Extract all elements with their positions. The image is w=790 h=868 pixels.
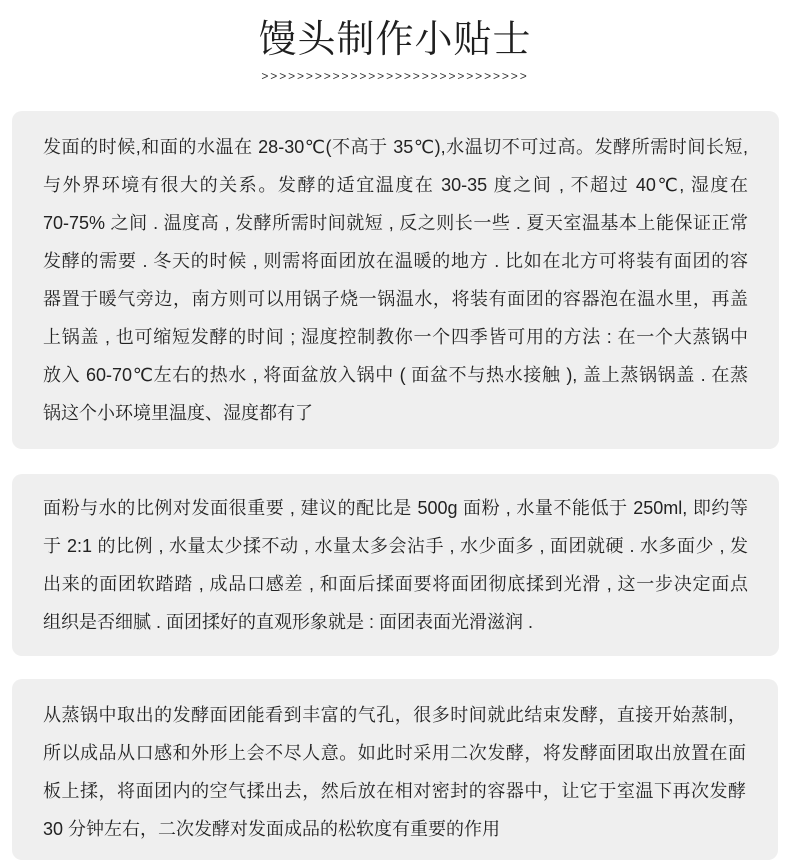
tip-line: 70-75% 之间 . 温度高 , 发酵所需时间就短 , 反之则长一些 . 夏天室温基本上能保证正常 xyxy=(43,213,748,233)
tip-line: 30 分钟左右，二次发酵对发面成品的松软度有重要的作用 xyxy=(43,819,501,839)
tip-line: 组织是否细腻 . 面团揉好的直观形象就是 : 面团表面光滑滋润 . xyxy=(43,612,534,632)
tip-line: 放入 60-70℃左右的热水 , 将面盆放入锅中 ( 面盆不与热水接触 ), 盖上蒸锅锅盖 . 在蒸 xyxy=(43,365,748,385)
tip-line: 发面的时候,和面的水温在 28-30℃(不高于 35℃),水温切不可过高。发酵所需时间长短, xyxy=(43,137,748,157)
page-title: 馒头制作小贴士 xyxy=(258,19,532,61)
tip-line: 板上揉，将面团内的空气揉出去，然后放在相对密封的容器中，让它于室温下再次发酵 xyxy=(43,781,746,801)
tip-line: 发酵的需要 . 冬天的时候 , 则需将面团放在温暖的地方 . 比如在北方可将装有面团的容 xyxy=(43,251,748,271)
tip-line: 出来的面团软踏踏 , 成品口感差 , 和面后揉面要将面团彻底揉到光滑 , 这一步决定面点 xyxy=(43,574,748,594)
tip-line: 与外界环境有很大的关系。发酵的适宜温度在 30-35 度之间 , 不超过 40℃, 湿度在 xyxy=(43,175,748,195)
tip-card-fermentation-temperature xyxy=(12,111,779,449)
tip-line: 器置于暖气旁边，南方则可以用锅子烧一锅温水，将装有面团的容器泡在温水里，再盖 xyxy=(43,289,748,309)
tip-line: 锅这个小环境里温度、湿度都有了 xyxy=(43,403,313,423)
tip-line: 面粉与水的比例对发面很重要 , 建议的配比是 500g 面粉 , 水量不能低于 250ml, 即约等 xyxy=(43,498,748,518)
tip-line: 从蒸锅中取出的发酵面团能看到丰富的气孔，很多时间就此结束发酵，直接开始蒸制， xyxy=(43,705,746,725)
title-divider: >>>>>>>>>>>>>>>>>>>>>>>>>>>>>> xyxy=(261,69,529,83)
tip-card-flour-water-ratio xyxy=(12,474,779,656)
tip-line: 上锅盖 , 也可缩短发酵的时间 ; 湿度控制教你一个四季皆可用的方法 : 在一个大蒸锅中 xyxy=(43,327,748,347)
tip-line: 于 2:1 的比例 , 水量太少揉不动 , 水量太多会沾手 , 水少面多 , 面团就硬 . 水多面少 , 发 xyxy=(43,536,748,556)
tip-line: 所以成品从口感和外形上会不尽人意。如此时采用二次发酵，将发酵面团取出放置在面 xyxy=(43,743,746,763)
tip-card-second-fermentation xyxy=(12,679,778,860)
